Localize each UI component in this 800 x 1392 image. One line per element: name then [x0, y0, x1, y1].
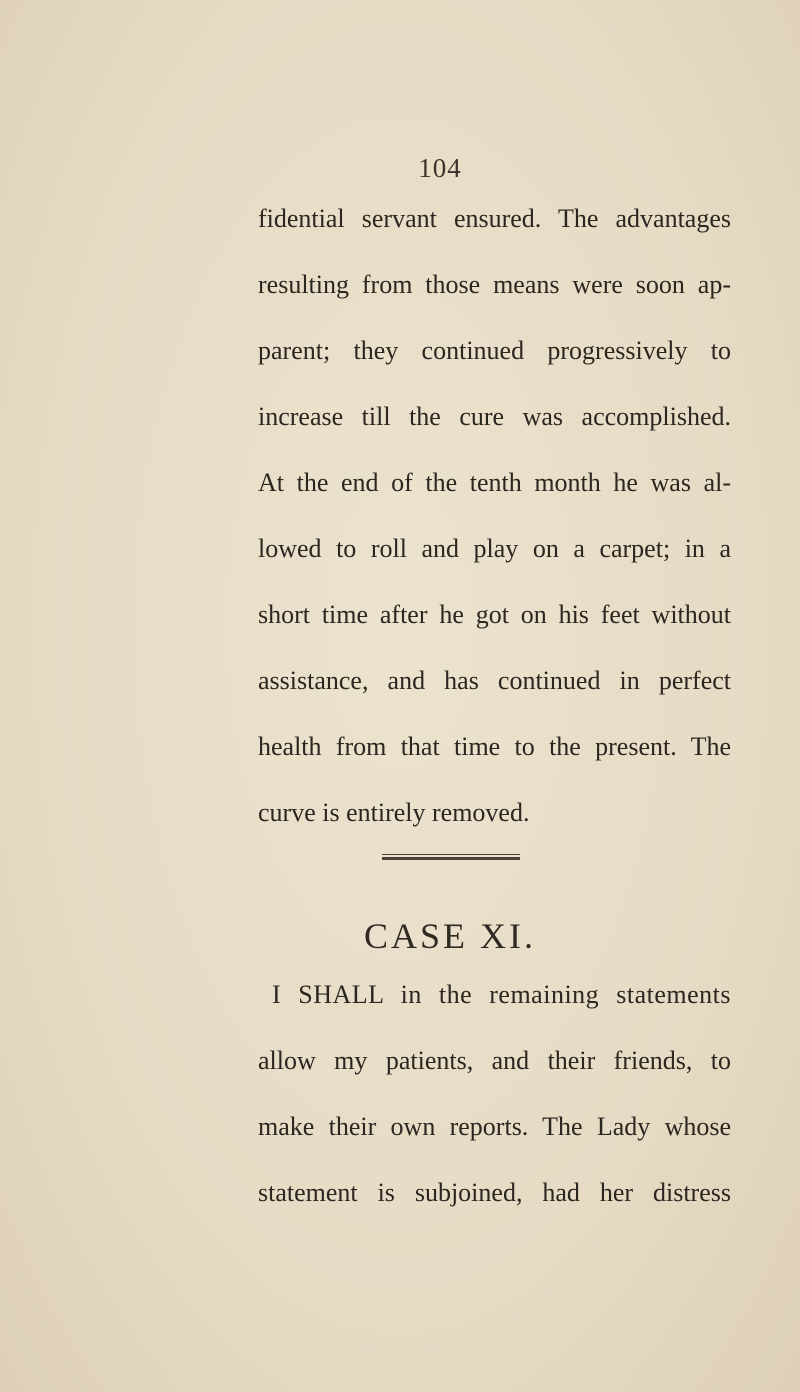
text-line: short time after he got on his feet without: [258, 600, 731, 629]
text-line: lowed to roll and play on a carpet; in a: [258, 534, 731, 563]
text-line: fidential servant ensured. The advantages: [258, 204, 731, 233]
text-line: statement is subjoined, had her distress: [258, 1178, 731, 1207]
text-line: curve is entirely removed.: [258, 798, 530, 827]
text-line: resulting from those means were soon ap-: [258, 270, 731, 299]
text-line: increase till the cure was accomplished.: [258, 402, 731, 431]
paragraph-2: [258, 962, 731, 1226]
text-line: parent; they continued progressively to: [258, 336, 731, 365]
text-line: I SHALL in the remaining statements: [272, 980, 731, 1009]
case-heading: CASE XI.: [363, 916, 536, 956]
text-line: allow my patients, and their friends, to: [258, 1046, 731, 1075]
text-line: At the end of the tenth month he was al-: [258, 468, 731, 497]
page-number: 104: [418, 153, 462, 183]
divider-thin-line: [382, 854, 520, 855]
divider-thick-line: [382, 857, 520, 860]
section-divider: [382, 854, 520, 860]
text-line: health from that time to the present. The: [258, 732, 731, 761]
text-line: assistance, and has continued in perfect: [258, 666, 731, 695]
paragraph-1: [258, 186, 731, 846]
text-line: make their own reports. The Lady whose: [258, 1112, 731, 1141]
